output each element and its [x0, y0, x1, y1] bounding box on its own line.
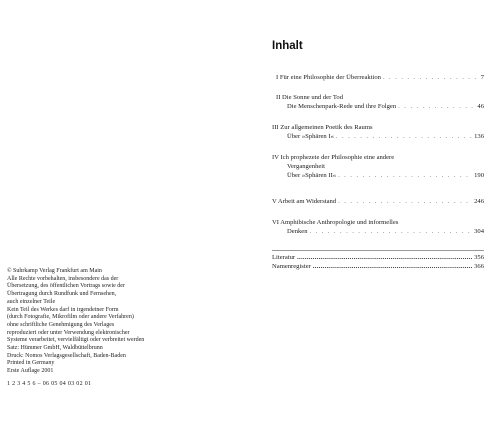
toc-entry-title: VI Amphibische Anthropologie und informelles	[272, 219, 399, 226]
imprint-line: Kein Teil des Werkes darf in irgendeiner Form	[7, 306, 119, 313]
toc-leader	[313, 262, 472, 271]
toc-entry-title: V Arbeit am Widerstand	[272, 198, 337, 205]
imprint-line: Printed in Germany	[7, 360, 55, 367]
toc-entry[interactable]	[276, 73, 484, 82]
toc-page: 190	[474, 172, 484, 179]
toc-divider	[272, 250, 484, 251]
imprint-line: © Suhrkamp Verlag Frankfurt am Main	[7, 268, 102, 274]
toc-page: 366	[474, 263, 484, 270]
toc-section	[276, 73, 484, 82]
toc-entry-title: IV Ich prophezeie der Philosophie eine andere	[272, 154, 395, 161]
toc-entry-title: Namenregister	[272, 263, 311, 270]
toc-section	[272, 123, 484, 141]
toc-title: Inhalt	[272, 40, 303, 52]
toc-leader	[297, 253, 472, 262]
toc-entry[interactable]	[272, 253, 484, 262]
toc-page: 246	[474, 198, 484, 205]
toc-section	[272, 153, 484, 180]
toc-page: 356	[474, 254, 484, 261]
imprint-line: (durch Fotografie, Mikrofilm oder andere Verfahren)	[7, 314, 134, 321]
imprint-line: Übersetzung, des öffentlichen Vortrags sowie der	[7, 283, 125, 290]
toc-page: 46	[477, 103, 484, 110]
toc-page: 7	[480, 74, 484, 81]
print-run-numbers: 1 2 3 4 5 6 – 06 05 04 03 02 01	[7, 380, 92, 387]
toc-section	[272, 197, 484, 206]
toc-entry-title: I Für eine Philosophie der Überreaktion	[276, 74, 381, 81]
toc-leader	[336, 132, 472, 141]
toc-leader	[398, 102, 475, 111]
toc-entry-subtitle: Denken	[287, 228, 308, 235]
toc-section	[272, 218, 484, 236]
toc-entry[interactable]	[276, 102, 484, 111]
imprint-block	[7, 268, 207, 389]
imprint-line: Übertragung durch Rundfunk und Fernsehen,	[7, 291, 117, 298]
toc-entry-subtitle: Die Menschenpark-Rede und ihre Folgen	[287, 103, 397, 110]
toc-entry-title: III Zur allgemeinen Poetik des Raums	[272, 124, 373, 131]
imprint-line: reproduziert oder unter Verwendung elektronischer	[7, 329, 130, 336]
imprint-line: Erste Auflage 2001	[7, 368, 54, 375]
toc-entry[interactable]	[272, 197, 484, 206]
toc-leader	[310, 227, 473, 236]
imprint-line: Druck: Nomos Verlagsgesellschaft, Baden-Baden	[7, 352, 126, 359]
imprint-line: Alle Rechte vorbehalten, insbesondere das der	[7, 275, 119, 282]
toc-entry[interactable]	[272, 171, 484, 180]
toc-page: 136	[474, 133, 484, 140]
imprint-line: auch einzelner Teile	[7, 298, 56, 305]
toc-entry-subtitle: Über »Sphären I«	[287, 133, 334, 140]
toc-back-matter	[272, 253, 484, 271]
imprint-line: Satz: Hümmer GmbH, Waldbüttelbrunn	[7, 345, 103, 352]
toc-leader	[338, 197, 472, 206]
toc-entry-title: Literatur	[272, 254, 296, 261]
toc-entry-subtitle: Über »Sphären II«	[287, 172, 337, 179]
toc-leader	[383, 73, 479, 82]
toc-entry[interactable]	[272, 262, 484, 271]
toc-page: 304	[474, 228, 484, 235]
toc-entry[interactable]	[272, 227, 484, 236]
imprint-line: Systeme verarbeitet, vervielfältigt oder verbreitet werden	[7, 337, 145, 344]
toc-entry[interactable]	[272, 132, 484, 141]
toc-entry-title: II Die Sonne und der Tod	[276, 94, 343, 101]
toc-leader	[338, 171, 472, 180]
toc-entry-title-cont: Vergangenheit	[287, 163, 325, 170]
imprint-line: ohne schriftliche Genehmigung des Verlages	[7, 321, 115, 328]
toc-section	[276, 93, 484, 111]
